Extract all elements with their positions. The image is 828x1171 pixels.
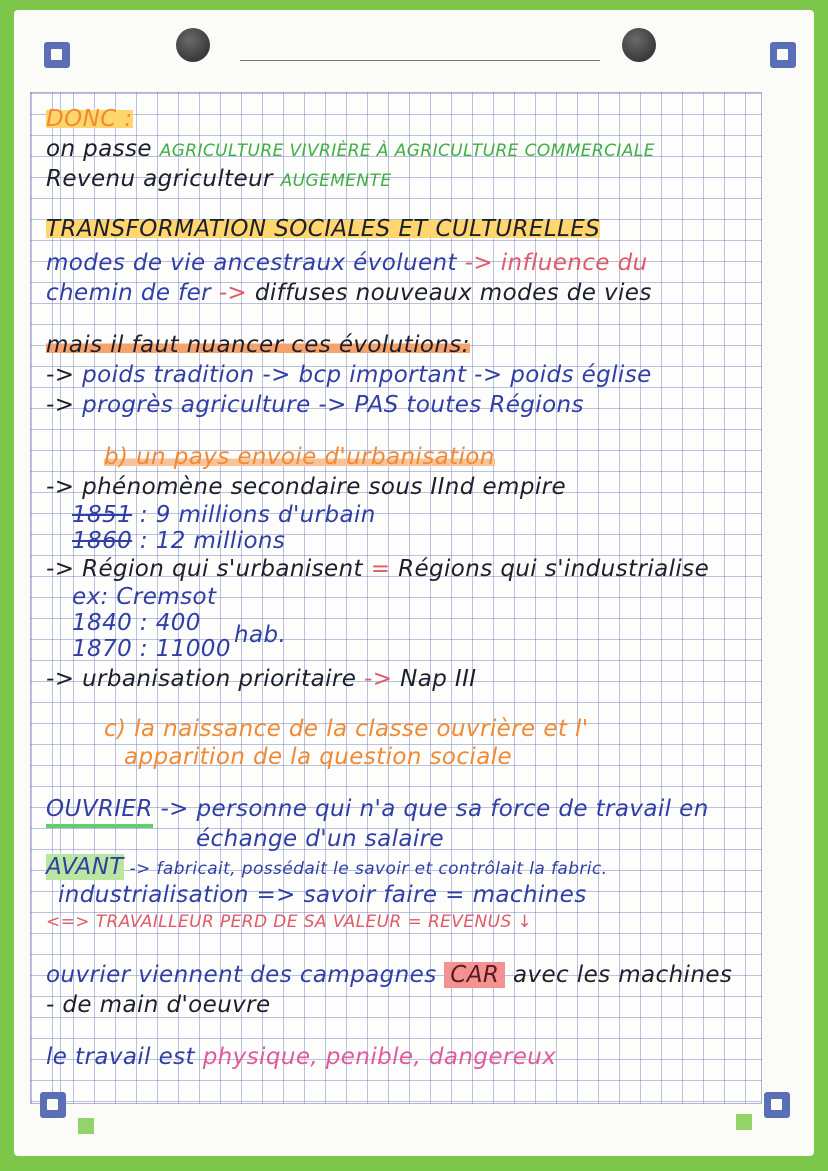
- year-text: 1851: [72, 502, 133, 528]
- line-text: : 12 millions: [132, 528, 286, 554]
- line-text: chemin de fer: [46, 280, 219, 306]
- heading-b-text: b) un pays envoie d'urbanisation: [104, 444, 495, 470]
- line-text: échange d'un salaire: [196, 826, 445, 852]
- line-text: modes de vie ancestraux évoluent: [46, 250, 465, 276]
- corner-mark-icon: [40, 1092, 66, 1118]
- line-text-green: AUGEMENTE: [280, 171, 392, 191]
- term-car: CAR: [444, 962, 505, 988]
- line-text-pink: physique, penible, dangereux: [202, 1044, 557, 1070]
- line-revenu: [46, 168, 391, 191]
- equals-text: =: [370, 556, 391, 582]
- heading-b: [104, 446, 495, 469]
- line-nuancer-text: mais il faut nuancer ces évolutions:: [46, 332, 470, 358]
- line-ouvrier: [46, 798, 709, 821]
- green-square-icon: [736, 1114, 752, 1130]
- term-ouvrier: OUVRIER: [46, 796, 153, 828]
- line-text: <=> TRAVAILLEUR PERD DE SA VALEUR = REVENUS ↓: [46, 912, 533, 932]
- heading-c-line2: [124, 746, 512, 769]
- heading-c-line1: [104, 718, 589, 741]
- line-text: -> phénomène secondaire sous IInd empire: [46, 474, 567, 500]
- line-echange: [196, 828, 444, 851]
- binder-hole-icon: [176, 28, 210, 62]
- line-text: - de main d'oeuvre: [46, 992, 271, 1018]
- green-square-icon: [78, 1118, 94, 1134]
- heading-transformation: [46, 218, 600, 241]
- heading-c-text: c) la naissance de la classe ouvrière et l': [104, 716, 589, 742]
- line-1840: [72, 612, 201, 635]
- arrow-text: ->: [364, 666, 393, 692]
- line-text: 1870 : 11000: [72, 636, 231, 662]
- line-travail: [46, 1046, 556, 1069]
- line-text: le travail est: [46, 1044, 203, 1070]
- line-1860: [72, 530, 285, 553]
- line-poids-tradition: [46, 364, 652, 387]
- line-urbanisation-prioritaire: [46, 668, 476, 691]
- line-text-red: -> influence du: [464, 250, 648, 276]
- heading-donc: [46, 108, 133, 131]
- corner-mark-icon: [770, 42, 796, 68]
- line-text: -> fabricait, possédait le savoir et contrôlait la fabric.: [123, 859, 608, 879]
- line-industrialisation: [58, 884, 587, 907]
- line-text: ouvrier viennent des campagnes: [46, 962, 445, 988]
- heading-c-text: apparition de la question sociale: [124, 744, 513, 770]
- heading-donc-text: DONC :: [46, 106, 133, 132]
- line-text: ex: Cremsot: [72, 584, 217, 610]
- year-text: 1860: [72, 528, 133, 554]
- line-example: [72, 586, 216, 609]
- line-1851: [72, 504, 376, 527]
- line-modes-de-vie: [46, 252, 648, 275]
- line-main-oeuvre: [46, 994, 271, 1017]
- heading-transformation-text: TRANSFORMATION SOCIALES ET CULTURELLES: [46, 216, 601, 242]
- arrow-text: ->: [218, 280, 248, 306]
- line-text-green: AGRICULTURE VIVRIÈRE À AGRICULTURE COMMERCIALE: [159, 141, 655, 161]
- line-text: progrès agriculture -> PAS toutes Régions: [82, 392, 584, 418]
- line-chemin-de-fer: [46, 282, 652, 305]
- line-text: 1840 : 400: [72, 610, 201, 636]
- line-hab: [234, 624, 286, 647]
- line-text: poids tradition -> bcp important -> poids église: [82, 362, 652, 388]
- line-text: Revenu agriculteur: [46, 166, 281, 192]
- line-text: -> urbanisation prioritaire: [46, 666, 365, 692]
- line-text: avec les machines: [505, 962, 733, 988]
- line-text: : 9 millions d'urbain: [132, 502, 376, 528]
- line-on-passe: [46, 138, 655, 161]
- line-avant: [46, 856, 607, 879]
- line-text: on passe: [46, 136, 160, 162]
- line-region-urbanisent: [46, 558, 709, 581]
- line-ouvrier-campagnes: [46, 964, 732, 987]
- corner-mark-icon: [44, 42, 70, 68]
- line-text: -> personne qui n'a que sa force de travail en: [152, 796, 709, 822]
- line-text: industrialisation => savoir faire = machines: [58, 882, 587, 908]
- arrow-text: ->: [46, 362, 83, 388]
- line-text: Nap III: [392, 666, 477, 692]
- line-1870: [72, 638, 231, 661]
- line-text: diffuses nouveaux modes de vies: [247, 280, 652, 306]
- line-nuancer: [46, 334, 470, 357]
- line-text: -> Région qui s'urbanisent: [46, 556, 371, 582]
- line-progres: [46, 394, 584, 417]
- header-rule: [240, 60, 600, 61]
- term-avant: AVANT: [46, 854, 124, 880]
- line-text: Régions qui s'industrialise: [390, 556, 710, 582]
- line-phenomene: [46, 476, 566, 499]
- margin-line: [60, 92, 61, 1104]
- binder-hole-icon: [622, 28, 656, 62]
- arrow-text: ->: [46, 392, 83, 418]
- corner-mark-icon: [764, 1092, 790, 1118]
- line-text: hab.: [234, 622, 287, 648]
- line-travailleur: [46, 914, 532, 931]
